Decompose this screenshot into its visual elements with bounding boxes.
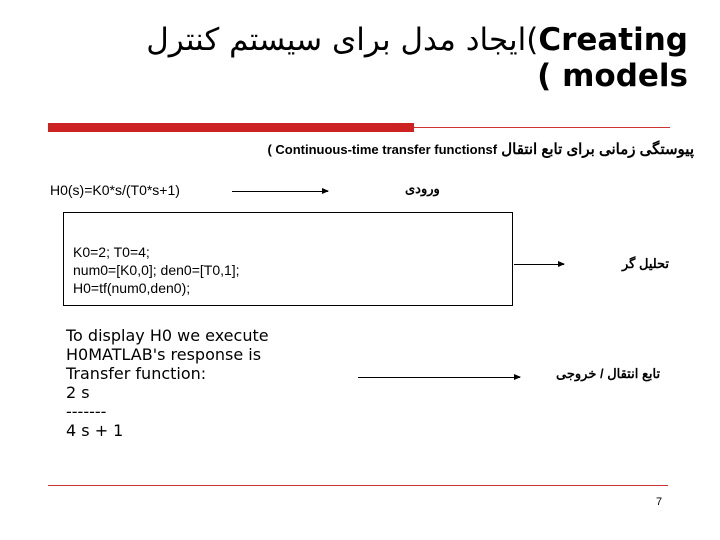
output-line: H0MATLAB's response is <box>66 345 262 364</box>
code-line: H0=tf(num0,den0); <box>73 280 191 296</box>
input-arrow <box>232 191 328 192</box>
title-en: Creating <box>538 22 688 58</box>
title-line2: ( models <box>537 58 688 94</box>
subtitle-fa: پیوستگی زمانی برای تابع انتقال <box>501 141 694 158</box>
code-lines <box>73 243 240 297</box>
slide-subtitle <box>14 140 694 158</box>
analyzer-arrow <box>514 264 564 265</box>
title-divider-thin <box>414 127 670 128</box>
title-divider-red <box>48 123 414 132</box>
input-label: ورودی <box>405 181 440 196</box>
subtitle-en: ( Continuous-time transfer functionsf <box>267 142 498 157</box>
output-line: ------- <box>66 402 107 421</box>
code-line: num0=[K0,0]; den0=[T0,1]; <box>73 262 240 278</box>
output-line: 2 s <box>66 383 90 402</box>
slide-title <box>128 22 688 94</box>
output-label: تابع انتقال / خروجی <box>556 366 661 381</box>
output-arrow <box>358 377 520 378</box>
title-fa: ایجاد مدل برای سیستم کنترل( <box>146 22 539 58</box>
analyzer-label: تحلیل گر <box>622 256 670 271</box>
page-number: 7 <box>656 496 663 508</box>
output-line: To display H0 we execute <box>66 326 269 345</box>
output-line: Transfer function: <box>66 364 207 383</box>
footer-divider <box>48 485 668 486</box>
transfer-expression: H0(s)=K0*s/(T0*s+1) <box>50 182 180 198</box>
code-line: K0=2; T0=4; <box>73 244 150 260</box>
output-line: 4 s + 1 <box>66 421 124 440</box>
output-lines <box>66 326 269 440</box>
